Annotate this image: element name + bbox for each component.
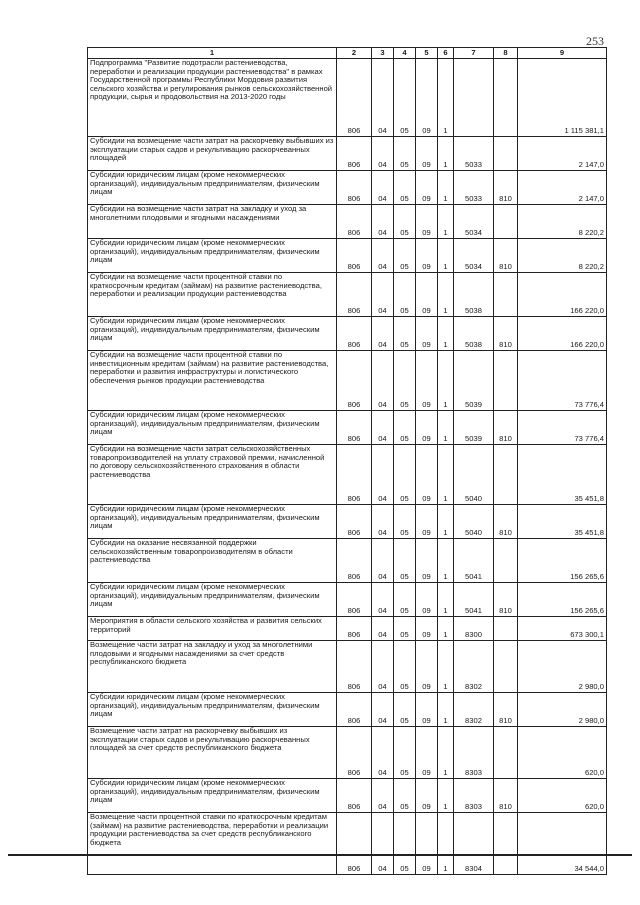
row-program: 09 xyxy=(416,137,438,171)
row-expense-type: 810 xyxy=(494,239,518,273)
row-subprogram: 1 xyxy=(438,813,454,875)
row-expense-code: 8304 xyxy=(454,813,494,875)
row-name: Подпрограмма "Развитие подотрасли растениеводства, переработки и реализации продукции растениеводства" в рамках Государственной программы Республики Мордовия развития сельского хозяйства и регулирования рынков сельскохозяйственной продукции, сырья и продовольствия на 2013-2020 годы xyxy=(88,59,337,137)
header-cell: 5 xyxy=(416,48,438,59)
header-cell: 6 xyxy=(438,48,454,59)
row-name: Субсидии юридическим лицам (кроме некоммерческих организаций), индивидуальным предпринимателям, физическим лицам xyxy=(88,505,337,539)
row-subprogram: 1 xyxy=(438,317,454,351)
row-program: 09 xyxy=(416,583,438,617)
row-expense-type xyxy=(494,617,518,641)
row-section: 04 xyxy=(372,411,394,445)
row-ministry-code: 806 xyxy=(337,137,372,171)
row-subprogram: 1 xyxy=(438,239,454,273)
row-expense-type: 810 xyxy=(494,317,518,351)
table-row xyxy=(88,317,607,351)
row-subsection: 05 xyxy=(394,273,416,317)
row-expense-type: 810 xyxy=(494,779,518,813)
row-subsection: 05 xyxy=(394,693,416,727)
row-expense-type xyxy=(494,445,518,505)
row-section: 04 xyxy=(372,205,394,239)
header-cell: 1 xyxy=(88,48,337,59)
row-ministry-code: 806 xyxy=(337,239,372,273)
row-section: 04 xyxy=(372,505,394,539)
table-row xyxy=(88,617,607,641)
row-subsection: 05 xyxy=(394,317,416,351)
row-program: 09 xyxy=(416,813,438,875)
header-cell: 8 xyxy=(494,48,518,59)
row-subsection: 05 xyxy=(394,641,416,693)
header-cell: 4 xyxy=(394,48,416,59)
row-expense-code: 5039 xyxy=(454,351,494,411)
row-amount: 1 115 381,1 xyxy=(518,59,607,137)
budget-table xyxy=(87,47,607,875)
row-ministry-code: 806 xyxy=(337,273,372,317)
row-amount: 166 220,0 xyxy=(518,317,607,351)
row-subsection: 05 xyxy=(394,239,416,273)
row-ministry-code: 806 xyxy=(337,727,372,779)
row-program: 09 xyxy=(416,727,438,779)
row-subprogram: 1 xyxy=(438,205,454,239)
row-subsection: 05 xyxy=(394,539,416,583)
row-expense-code: 8302 xyxy=(454,641,494,693)
row-expense-type xyxy=(494,59,518,137)
row-subsection: 05 xyxy=(394,205,416,239)
row-expense-code: 5033 xyxy=(454,137,494,171)
row-subsection: 05 xyxy=(394,59,416,137)
row-name: Субсидии юридическим лицам (кроме некоммерческих организаций), индивидуальным предпринимателям, физическим лицам xyxy=(88,693,337,727)
row-ministry-code: 806 xyxy=(337,693,372,727)
row-expense-type xyxy=(494,137,518,171)
row-program: 09 xyxy=(416,693,438,727)
row-expense-type xyxy=(494,641,518,693)
table-row xyxy=(88,693,607,727)
row-program: 09 xyxy=(416,641,438,693)
row-expense-type: 810 xyxy=(494,693,518,727)
row-expense-type: 810 xyxy=(494,411,518,445)
row-name: Субсидии юридическим лицам (кроме некоммерческих организаций), индивидуальным предпринимателям, физическим лицам xyxy=(88,171,337,205)
row-subprogram: 1 xyxy=(438,273,454,317)
table-row xyxy=(88,205,607,239)
row-name: Субсидии на возмещение части затрат на закладку и уход за многолетними плодовыми и ягодными насаждениями xyxy=(88,205,337,239)
row-program: 09 xyxy=(416,539,438,583)
row-ministry-code: 806 xyxy=(337,813,372,875)
table-row xyxy=(88,539,607,583)
table-row xyxy=(88,779,607,813)
row-subsection: 05 xyxy=(394,813,416,875)
table-row xyxy=(88,171,607,205)
row-program: 09 xyxy=(416,505,438,539)
row-subprogram: 1 xyxy=(438,137,454,171)
table-row xyxy=(88,583,607,617)
row-expense-code: 5034 xyxy=(454,239,494,273)
row-section: 04 xyxy=(372,351,394,411)
row-program: 09 xyxy=(416,779,438,813)
row-ministry-code: 806 xyxy=(337,59,372,137)
table-row xyxy=(88,505,607,539)
row-amount: 2 980,0 xyxy=(518,641,607,693)
row-program: 09 xyxy=(416,317,438,351)
row-name: Возмещение части процентной ставки по краткосрочным кредитам (займам) на развитие растениеводства, переработки и реализации продукции растениеводства за счет средств республиканского бюджета xyxy=(88,813,337,875)
page-number: 253 xyxy=(586,34,604,48)
row-name: Субсидии на возмещение части затрат сельскохозяйственных товаропроизводителей на уплату страховой премии, начисленной по договору сельскохозяйственного страхования в области растениеводства xyxy=(88,445,337,505)
row-name: Мероприятия в области сельского хозяйства и развития сельских территорий xyxy=(88,617,337,641)
row-subprogram: 1 xyxy=(438,539,454,583)
row-expense-code: 8300 xyxy=(454,617,494,641)
row-subsection: 05 xyxy=(394,727,416,779)
row-program: 09 xyxy=(416,445,438,505)
row-program: 09 xyxy=(416,59,438,137)
row-subprogram: 1 xyxy=(438,641,454,693)
row-section: 04 xyxy=(372,317,394,351)
row-subsection: 05 xyxy=(394,617,416,641)
bottom-divider xyxy=(8,854,632,856)
row-section: 04 xyxy=(372,779,394,813)
row-amount: 73 776,4 xyxy=(518,411,607,445)
row-program: 09 xyxy=(416,273,438,317)
row-expense-type xyxy=(494,727,518,779)
row-program: 09 xyxy=(416,617,438,641)
row-amount: 156 265,6 xyxy=(518,539,607,583)
row-name: Субсидии юридическим лицам (кроме некоммерческих организаций), индивидуальным предпринимателям, физическим лицам xyxy=(88,239,337,273)
row-subsection: 05 xyxy=(394,171,416,205)
row-ministry-code: 806 xyxy=(337,171,372,205)
row-subsection: 05 xyxy=(394,583,416,617)
row-section: 04 xyxy=(372,693,394,727)
row-section: 04 xyxy=(372,727,394,779)
row-amount: 156 265,6 xyxy=(518,583,607,617)
row-expense-code: 5038 xyxy=(454,273,494,317)
row-ministry-code: 806 xyxy=(337,317,372,351)
row-expense-code: 8303 xyxy=(454,779,494,813)
table-row xyxy=(88,813,607,875)
header-cell: 2 xyxy=(337,48,372,59)
header-cell: 3 xyxy=(372,48,394,59)
row-amount: 35 451,8 xyxy=(518,505,607,539)
row-program: 09 xyxy=(416,171,438,205)
table-row xyxy=(88,137,607,171)
row-expense-type xyxy=(494,539,518,583)
row-expense-code: 5041 xyxy=(454,583,494,617)
row-program: 09 xyxy=(416,351,438,411)
row-expense-code: 5038 xyxy=(454,317,494,351)
row-subprogram: 1 xyxy=(438,171,454,205)
row-program: 09 xyxy=(416,411,438,445)
row-subprogram: 1 xyxy=(438,59,454,137)
row-section: 04 xyxy=(372,59,394,137)
row-amount: 8 220,2 xyxy=(518,205,607,239)
row-ministry-code: 806 xyxy=(337,505,372,539)
row-expense-code: 8303 xyxy=(454,727,494,779)
table-row xyxy=(88,727,607,779)
row-expense-type xyxy=(494,205,518,239)
row-amount: 620,0 xyxy=(518,727,607,779)
row-expense-code: 5041 xyxy=(454,539,494,583)
row-name: Возмещение части затрат на раскорчевку выбывших из эксплуатации старых садов и рекультивацию раскорчеванных площадей за счет средств республиканского бюджета xyxy=(88,727,337,779)
row-expense-type xyxy=(494,351,518,411)
row-program: 09 xyxy=(416,239,438,273)
row-amount: 2 147,0 xyxy=(518,137,607,171)
table-row xyxy=(88,59,607,137)
table-row xyxy=(88,445,607,505)
row-name: Субсидии на возмещение части затрат на раскорчевку выбывших из эксплуатации старых садов и рекультивацию раскорчеванных площадей xyxy=(88,137,337,171)
row-expense-code: 8302 xyxy=(454,693,494,727)
row-amount: 34 544,0 xyxy=(518,813,607,875)
row-name: Субсидии юридическим лицам (кроме некоммерческих организаций), индивидуальным предпринимателям, физическим лицам xyxy=(88,317,337,351)
row-expense-type: 810 xyxy=(494,171,518,205)
row-section: 04 xyxy=(372,813,394,875)
row-amount: 2 980,0 xyxy=(518,693,607,727)
header-cell: 9 xyxy=(518,48,607,59)
row-subprogram: 1 xyxy=(438,505,454,539)
row-amount: 620,0 xyxy=(518,779,607,813)
row-expense-code: 5034 xyxy=(454,205,494,239)
row-expense-code: 5040 xyxy=(454,445,494,505)
row-amount: 73 776,4 xyxy=(518,351,607,411)
row-subprogram: 1 xyxy=(438,617,454,641)
row-ministry-code: 806 xyxy=(337,617,372,641)
row-subsection: 05 xyxy=(394,411,416,445)
row-expense-code xyxy=(454,59,494,137)
header-cell: 7 xyxy=(454,48,494,59)
row-expense-code: 5033 xyxy=(454,171,494,205)
row-section: 04 xyxy=(372,641,394,693)
row-amount: 2 147,0 xyxy=(518,171,607,205)
row-amount: 8 220,2 xyxy=(518,239,607,273)
row-subprogram: 1 xyxy=(438,411,454,445)
row-amount: 166 220,0 xyxy=(518,273,607,317)
table-row xyxy=(88,273,607,317)
row-subprogram: 1 xyxy=(438,727,454,779)
table-row xyxy=(88,239,607,273)
row-section: 04 xyxy=(372,239,394,273)
row-ministry-code: 806 xyxy=(337,583,372,617)
row-subsection: 05 xyxy=(394,445,416,505)
row-subprogram: 1 xyxy=(438,779,454,813)
row-ministry-code: 806 xyxy=(337,205,372,239)
row-subprogram: 1 xyxy=(438,583,454,617)
row-section: 04 xyxy=(372,583,394,617)
table-header-row xyxy=(88,48,607,59)
row-name: Субсидии юридическим лицам (кроме некоммерческих организаций), индивидуальным предпринимателям, физическим лицам xyxy=(88,779,337,813)
row-ministry-code: 806 xyxy=(337,445,372,505)
table-row xyxy=(88,641,607,693)
row-section: 04 xyxy=(372,171,394,205)
table-row xyxy=(88,351,607,411)
row-expense-code: 5040 xyxy=(454,505,494,539)
row-amount: 35 451,8 xyxy=(518,445,607,505)
row-expense-type: 810 xyxy=(494,505,518,539)
row-name: Субсидии юридическим лицам (кроме некоммерческих организаций), индивидуальным предпринимателям, физическим лицам xyxy=(88,411,337,445)
row-name: Субсидии на возмещение части процентной ставки по краткосрочным кредитам (займам) на развитие растениеводства, переработки и реализации продукции растениеводства xyxy=(88,273,337,317)
row-section: 04 xyxy=(372,617,394,641)
row-ministry-code: 806 xyxy=(337,641,372,693)
row-subsection: 05 xyxy=(394,137,416,171)
row-subsection: 05 xyxy=(394,779,416,813)
row-section: 04 xyxy=(372,137,394,171)
row-name: Субсидии юридическим лицам (кроме некоммерческих организаций), индивидуальным предпринимателям, физическим лицам xyxy=(88,583,337,617)
row-subprogram: 1 xyxy=(438,445,454,505)
row-expense-code: 5039 xyxy=(454,411,494,445)
row-ministry-code: 806 xyxy=(337,411,372,445)
row-amount: 673 300,1 xyxy=(518,617,607,641)
row-expense-type xyxy=(494,813,518,875)
row-expense-type: 810 xyxy=(494,583,518,617)
row-section: 04 xyxy=(372,445,394,505)
row-subsection: 05 xyxy=(394,351,416,411)
row-program: 09 xyxy=(416,205,438,239)
row-section: 04 xyxy=(372,273,394,317)
row-subsection: 05 xyxy=(394,505,416,539)
row-ministry-code: 806 xyxy=(337,539,372,583)
row-subprogram: 1 xyxy=(438,693,454,727)
row-subprogram: 1 xyxy=(438,351,454,411)
row-name: Субсидии на возмещение части процентной ставки по инвестиционным кредитам (займам) на развитие растениеводства, переработки и развития инфраструктуры и логистического обеспечения рынков продукции растениеводства xyxy=(88,351,337,411)
row-name: Возмещение части затрат на закладку и уход за многолетними плодовыми и ягодными насаждениями за счет средств республиканского бюджета xyxy=(88,641,337,693)
row-expense-type xyxy=(494,273,518,317)
row-ministry-code: 806 xyxy=(337,351,372,411)
row-section: 04 xyxy=(372,539,394,583)
row-ministry-code: 806 xyxy=(337,779,372,813)
table-row xyxy=(88,411,607,445)
row-name: Субсидии на оказание несвязанной поддержки сельскохозяйственным товаропроизводителям в области растениеводства xyxy=(88,539,337,583)
